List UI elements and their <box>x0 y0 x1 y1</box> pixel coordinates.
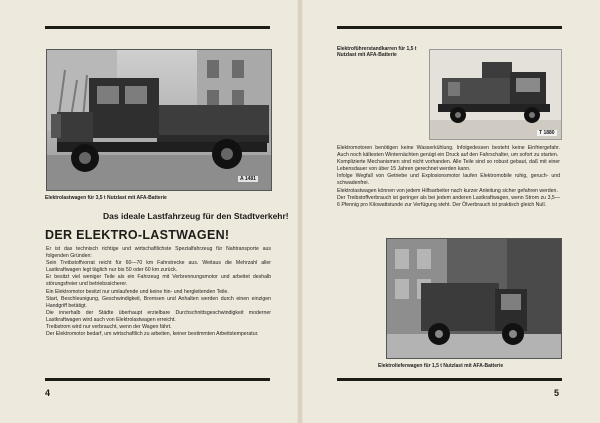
paragraph: Elektromotoren benötigen keine Wasserkühlung. Infolgedessen besteht keine Einfriergefahr. Auch noch kältesten Winternächten genügt ein Druck auf den Fahrschalter, um sofort zu starten. <box>337 145 560 159</box>
subtitle: Das ideale Lastfahrzeug für den Stadtverkehr! <box>103 211 289 221</box>
van-photo-caption: Elektrolieferwagen für 1,5 t Nutzlast mit AFA-Batterie <box>378 363 504 369</box>
paragraph: Treibstrom wird nur verbraucht, wenn der Wagen fährt. <box>46 324 172 331</box>
photo-plate-code: A 1481 <box>240 176 256 182</box>
caption-line: Nutzlast mit AFA-Batterie <box>337 52 397 58</box>
page-headline: DER ELEKTRO-LASTWAGEN! <box>45 228 230 242</box>
page-number-left: 4 <box>45 388 51 398</box>
left-body-text <box>46 246 271 338</box>
left-bottom-rule <box>45 378 270 381</box>
truck-photo-caption: Elektrolastwagen für 3,5 t Nutzlast mit AFA-Batterie <box>45 195 167 201</box>
paragraph: Elektrolastwagen können von jedem Hilfsarbeiter nach kurzer Anleitung sicher gefahren werden. <box>337 187 558 194</box>
paragraph: Komplizierte Mechanismen sind nicht vorhanden. Alle Teile sind so robust gebaut, daß mit einer Lebensdauer von über 15 Jahren gerechnet werden kann. <box>337 159 560 173</box>
paragraph: Der Elektromotor bedarf, um wirtschaftlich zu arbeiten, keiner bestimmten Arbeitstemperatur. <box>46 331 259 338</box>
page-number-right: 5 <box>554 388 560 398</box>
paragraph: Sein Treibstoffvorrat reicht für 60—70 km Fahrstrecke aus. Weitaus die Mehrzahl aller Lastkraftwagen legt täglich nur bis 50 oder 60 km zurück. <box>46 260 271 274</box>
right-top-rule <box>337 26 562 29</box>
book-gutter <box>297 0 303 423</box>
paragraph: Er besitzt viel weniger Teile als ein Fahrzeug mit Verbrennungsmotor und arbeitet deshalb störungsfreier und betriebssicherer. <box>46 274 271 288</box>
right-bottom-rule <box>337 378 562 381</box>
paragraph: Der Treibstoffverbrauch ist geringer als bei jedem anderen Lastkraftwagen, wenn Strom zu 3,5—6 Pfennig pro Kilowattstunde zur Verfügung steht. Der Ölverbrauch ist praktisch gleich Null. <box>337 194 560 208</box>
delivery-van-photo <box>386 238 562 359</box>
top-photo-caption <box>337 46 416 58</box>
left-top-rule <box>45 26 270 29</box>
electric-truck-photo <box>46 49 272 191</box>
paragraph: Die innerhalb der Städte überhaupt erzielbare Durchschnittsgeschwindigkeit moderner Lastkraftwagen wird auch von Elektrolastwagen erreicht. <box>46 309 271 323</box>
platform-truck-photo <box>429 49 562 140</box>
paragraph: Er ist das technisch richtige und wirtschaftlichste Spezialfahrzeug für Nahtransporte aus folgenden Gründen: <box>46 246 271 260</box>
paragraph: Infolge Wegfall von Getriebe und Explosionsmotor laufen Elektromobile ruhig, geruch- und schwadenfrei. <box>337 173 560 187</box>
paragraph: Start, Beschleunigung, Geschwindigkeit, Bremsen und Anhalten werden durch einen einzigen Handgriff betätigt. <box>46 295 271 309</box>
paragraph: Ein Elektromotor besitzt nur umlaufende und keine hin- und hergleitenden Teile. <box>46 288 229 295</box>
right-body-text <box>337 145 560 209</box>
caption-line: Elektroführerstandkarren für 1,5 t <box>337 46 417 52</box>
photo-plate-code: T 1880 <box>539 130 555 136</box>
